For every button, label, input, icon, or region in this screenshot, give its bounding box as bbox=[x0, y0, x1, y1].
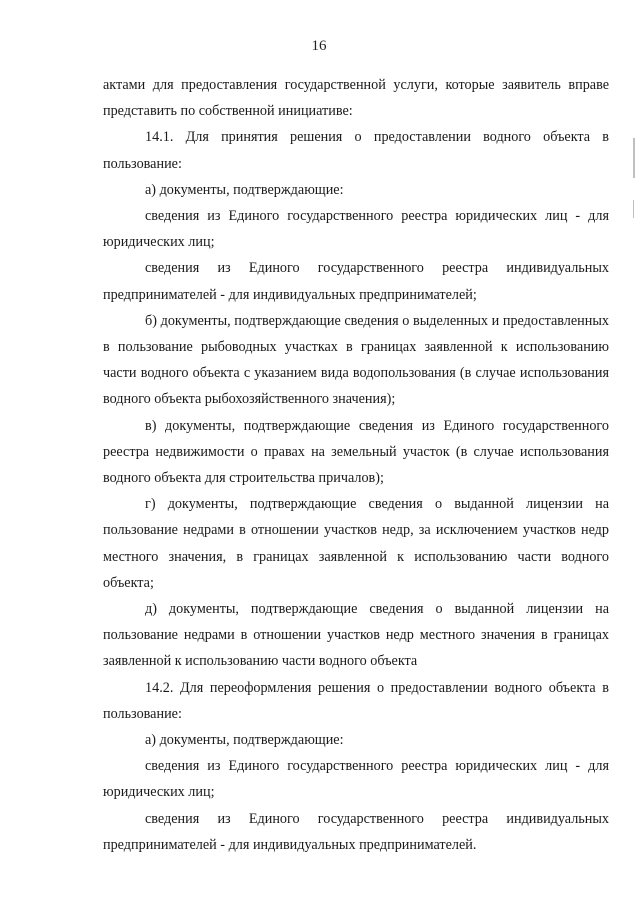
paragraph-14-1-g: г) документы, подтверждающие сведения о выданной лицензии на пользование недрами в отношении участков недр, за исключением участков недр местного значения, в границах заявленной к использованию части водного объекта; bbox=[103, 496, 609, 591]
document-body bbox=[103, 72, 609, 858]
paragraph-14-1-a: а) документы, подтверждающие: bbox=[145, 181, 344, 198]
paragraph-14-1-v: в) документы, подтверждающие сведения из Единого государственного реестра недвижимости о правах на земельный участок (в случае использования водного объекта для строительства причалов); bbox=[103, 417, 609, 487]
paragraph-14-2-a: а) документы, подтверждающие: bbox=[145, 732, 344, 749]
scan-edge-mark bbox=[633, 138, 635, 178]
paragraph-14-1-heading: 14.1. Для принятия решения о предоставлении водного объекта в пользование: bbox=[103, 129, 609, 172]
paragraph-continuation: актами для предоставления государственной услуги, которые заявитель вправе представить по собственной инициативе: bbox=[103, 77, 609, 120]
paragraph-14-2-heading: 14.2. Для переоформления решения о предоставлении водного объекта в пользование: bbox=[103, 679, 609, 722]
scan-edge-mark bbox=[633, 200, 634, 218]
paragraph-14-1-a-entrepreneurs: сведения из Единого государственного реестра индивидуальных предпринимателей - для индивидуальных предпринимателей; bbox=[103, 260, 609, 303]
paragraph-14-1-a-legal-entities: сведения из Единого государственного реестра юридических лиц - для юридических лиц; bbox=[103, 208, 609, 251]
paragraph-14-2-a-entrepreneurs: сведения из Единого государственного реестра индивидуальных предпринимателей - для индивидуальных предпринимателей. bbox=[103, 810, 609, 853]
paragraph-14-1-b: б) документы, подтверждающие сведения о выделенных и предоставленных в пользование рыбоводных участках в границах заявленной к использованию части водного объекта с указанием вида водопользования (в случае использования водного объекта рыбохозяйственного значения); bbox=[103, 312, 609, 408]
paragraph-14-1-d: д) документы, подтверждающие сведения о выданной лицензии на пользование недрами в отношении участков недр местного значения в границах заявленной к использованию части водного объекта bbox=[103, 601, 609, 670]
paragraph-14-2-a-legal-entities: сведения из Единого государственного реестра юридических лиц - для юридических лиц; bbox=[103, 758, 609, 801]
page-number: 16 bbox=[311, 38, 327, 54]
